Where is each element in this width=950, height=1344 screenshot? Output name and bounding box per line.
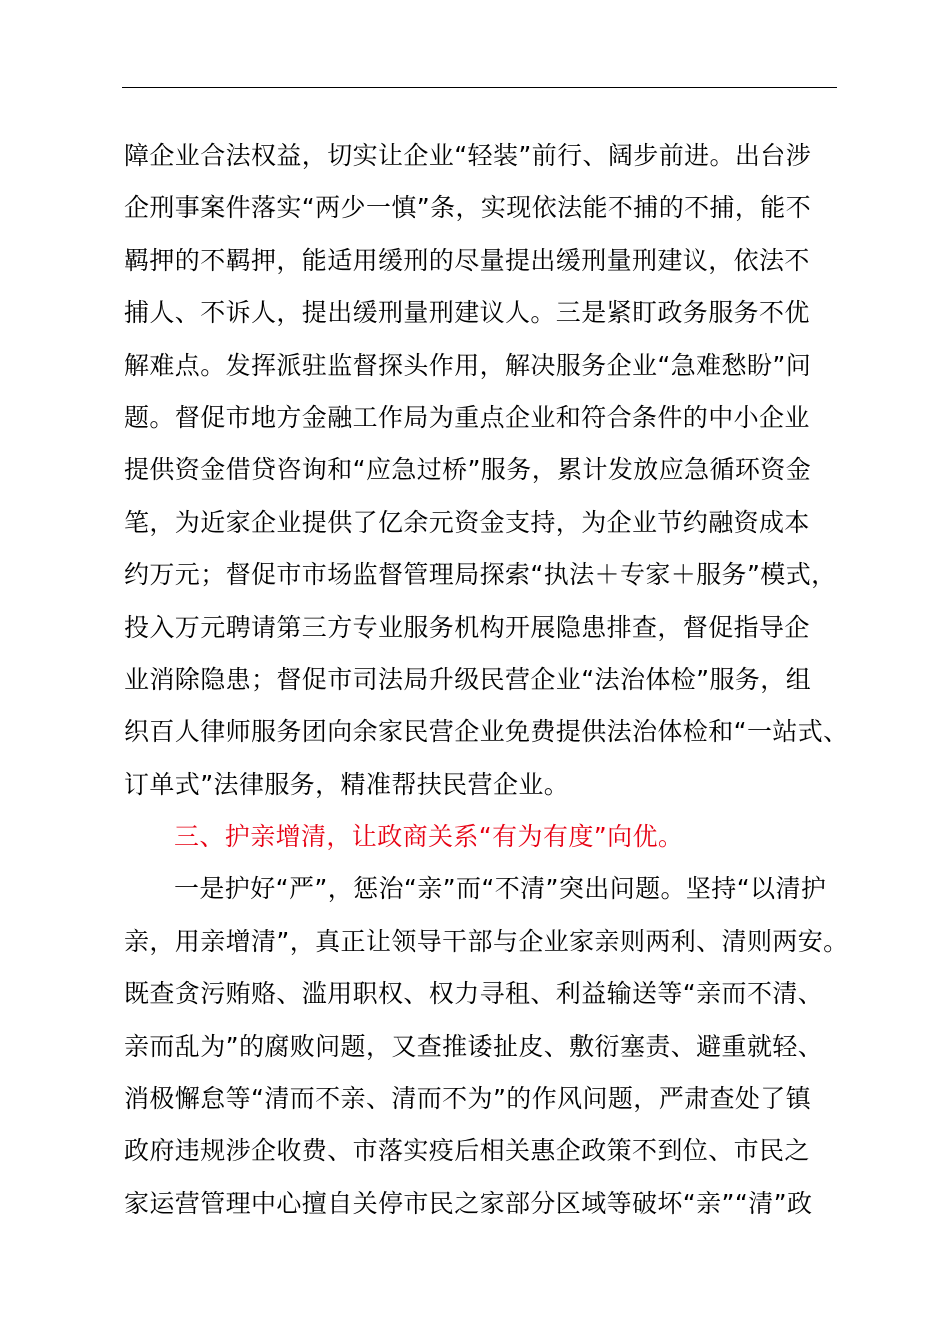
- body-line: 笔，为近家企业提供了亿余元资金支持，为企业节约融资成本: [124, 507, 810, 537]
- header-rule: [122, 87, 837, 88]
- section-heading: 三、护亲增清，让政商关系“有为有度”向优。: [174, 822, 684, 852]
- body-line: 投入万元聘请第三方专业服务机构开展隐患排查，督促指导企: [124, 612, 810, 642]
- body-line: 业消除隐患；督促市司法局升级民营企业“法治体检”服务，组: [124, 664, 812, 694]
- body-line: 题。督促市地方金融工作局为重点企业和符合条件的中小企业: [124, 402, 810, 432]
- body-line: 障企业合法权益，切实让企业“轻装”前行、阔步前进。出台涉: [124, 141, 812, 170]
- body-line: 家运营管理中心擅自关停市民之家部分区域等破坏“亲”“清”政: [124, 1188, 813, 1218]
- body-line: 亲，用亲增清”，真正让领导干部与企业家亲则两利、清则两安。: [124, 926, 849, 956]
- body-line: 织百人律师服务团向余家民营企业免费提供法治体检和“一站式、: [124, 717, 849, 747]
- body-line: 一是护好“严”，惩治“亲”而“不清”突出问题。坚持“以清护: [174, 874, 827, 904]
- body-line: 羁押的不羁押，能适用缓刑的尽量提出缓刑量刑建议，依法不: [124, 245, 810, 275]
- body-line: 既查贪污贿赂、滥用职权、权力寻租、利益输送等“亲而不清、: [124, 979, 824, 1009]
- body-line: 亲而乱为”的腐败问题，又查推诿扯皮、敷衍塞责、避重就轻、: [124, 1031, 824, 1061]
- body-line: 政府违规涉企收费、市落实疫后相关惠企政策不到位、市民之: [124, 1136, 810, 1166]
- document-body: [124, 130, 864, 1230]
- body-line: 解难点。发挥派驻监督探头作用，解决服务企业“急难愁盼”问: [124, 350, 812, 380]
- body-line: 消极懈怠等“清而不亲、清而不为”的作风问题，严肃查处了镇: [124, 1084, 812, 1114]
- body-line: 订单式”法律服务，精准帮扶民营企业。: [124, 769, 570, 799]
- body-line: 捕人、不诉人，提出缓刑量刑建议人。三是紧盯政务服务不优: [124, 298, 810, 328]
- body-line: 提供资金借贷咨询和“应急过桥”服务，累计发放应急循环资金: [124, 455, 812, 485]
- body-line: 企刑事案件落实“两少一慎”条，实现依法能不捕的不捕，能不: [124, 193, 812, 223]
- body-line: 约万元；督促市市场监督管理局探索“执法＋专家＋服务”模式，: [124, 560, 837, 590]
